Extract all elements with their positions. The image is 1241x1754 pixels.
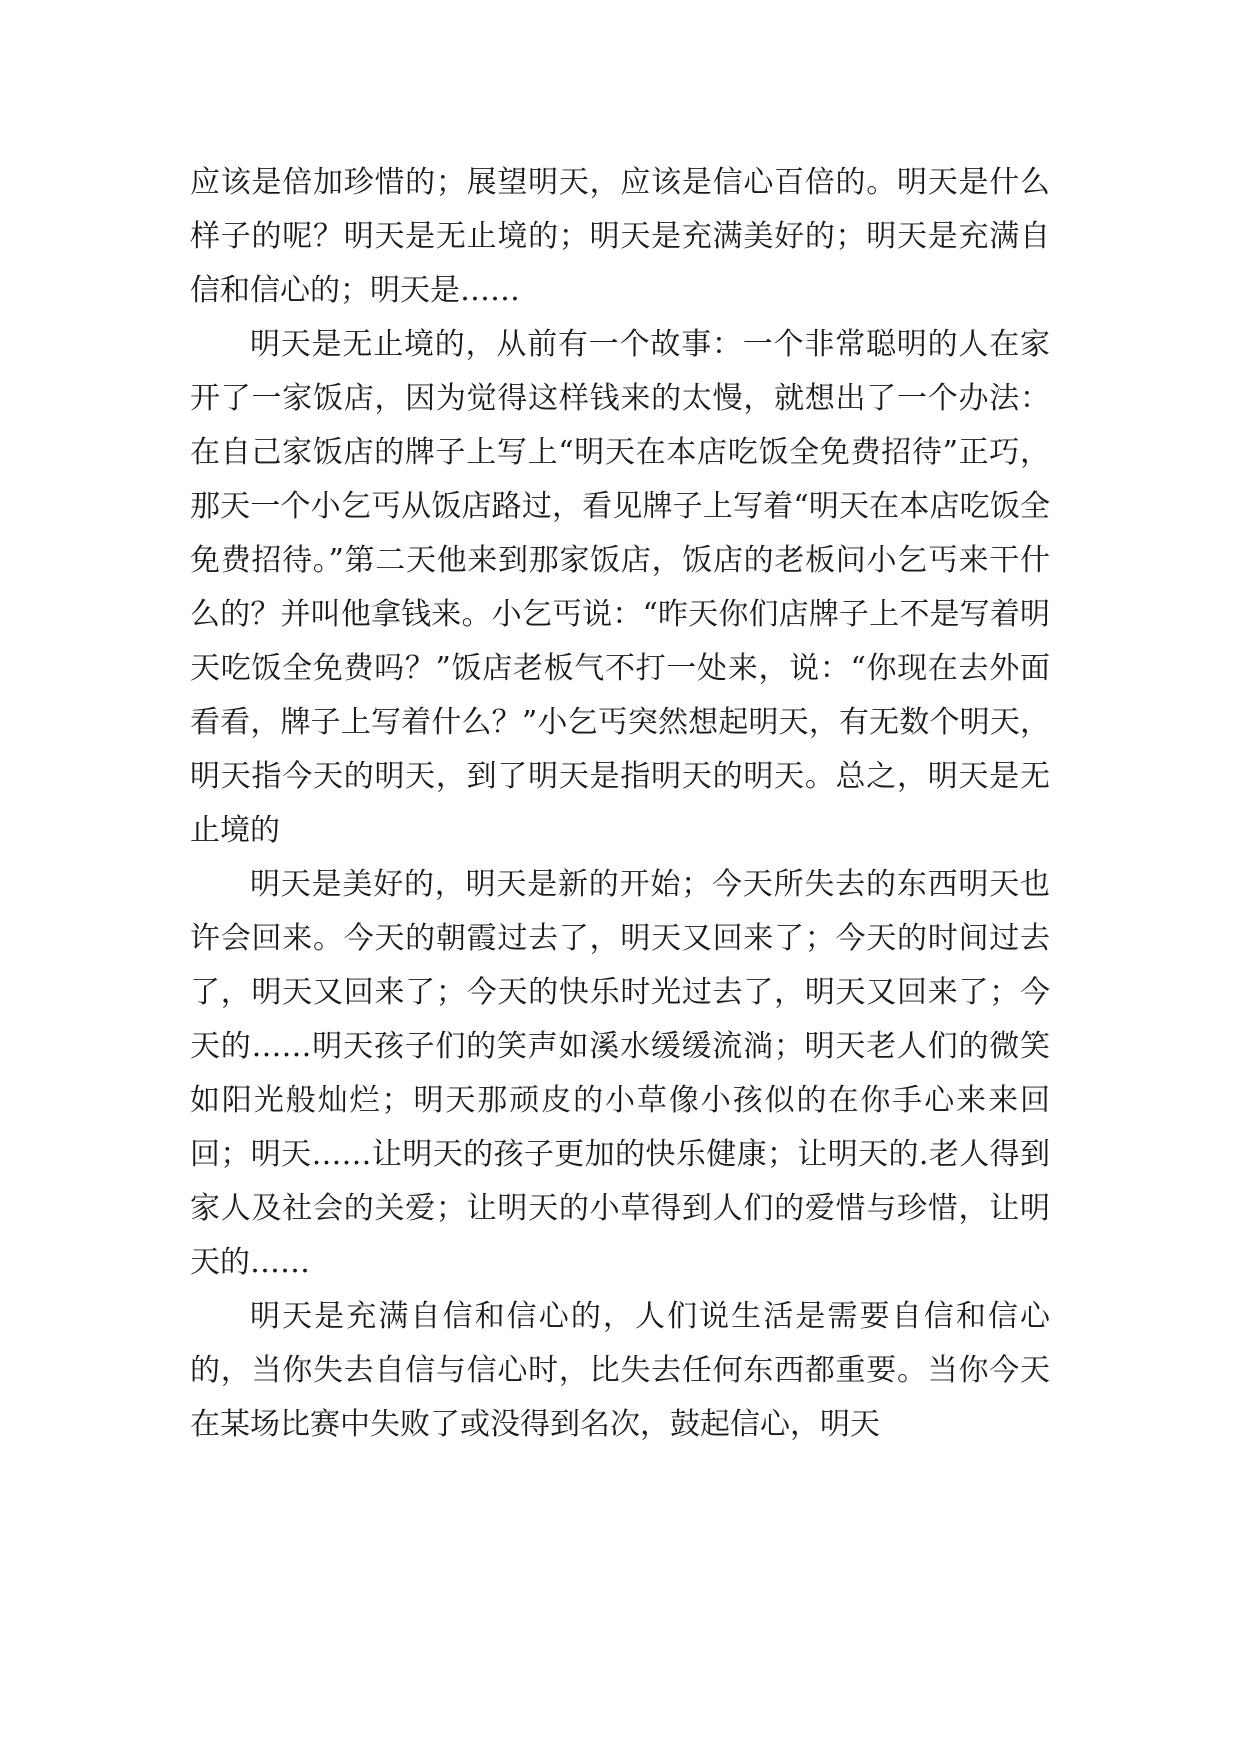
paragraph-2: 明天是无止境的，从前有一个故事：一个非常聪明的人在家开了一家饭店，因为觉得这样钱来的太慢，就想出了一个办法：在自己家饭店的牌子上写上“明天在本店吃饭全免费招待”正巧，那天一个小乞丐从饭店路过，看见牌子上写着“明天在本店吃饭全免费招待。”第二天他来到那家饭店，饭店的老板问小乞丐来干什么的？并叫他拿钱来。小乞丐说：“昨天你们店牌子上不是写着明天吃饭全免费吗？”饭店老板气不打一处来，说：“你现在去外面看看，牌子上写着什么？”小乞丐突然想起明天，有无数个明天，明天指今天的明天，到了明天是指明天的明天。总之，明天是无止境的 <box>190 327 1050 848</box>
essay-body <box>190 156 1050 1452</box>
paragraph-4: 明天是充满自信和信心的，人们说生活是需要自信和信心的，当你失去自信与信心时，比失去任何东西都重要。当你今天在某场比赛中失败了或没得到名次，鼓起信心，明天 <box>190 1299 1050 1442</box>
paragraph-1: 应该是倍加珍惜的；展望明天，应该是信心百倍的。明天是什么样子的呢？明天是无止境的；明天是充满美好的；明天是充满自信和信心的；明天是…… <box>190 165 1050 308</box>
paragraph-3: 明天是美好的，明天是新的开始；今天所失去的东西明天也许会回来。今天的朝霞过去了，明天又回来了；今天的时间过去了，明天又回来了；今天的快乐时光过去了，明天又回来了；今天的……明天孩子们的笑声如溪水缓缓流淌；明天老人们的微笑如阳光般灿烂；明天那顽皮的小草像小孩似的在你手心来来回回；明天……让明天的孩子更加的快乐健康；让明天的.老人得到家人及社会的关爱；让明天的小草得到人们的爱惜与珍惜，让明天的…… <box>190 867 1050 1280</box>
